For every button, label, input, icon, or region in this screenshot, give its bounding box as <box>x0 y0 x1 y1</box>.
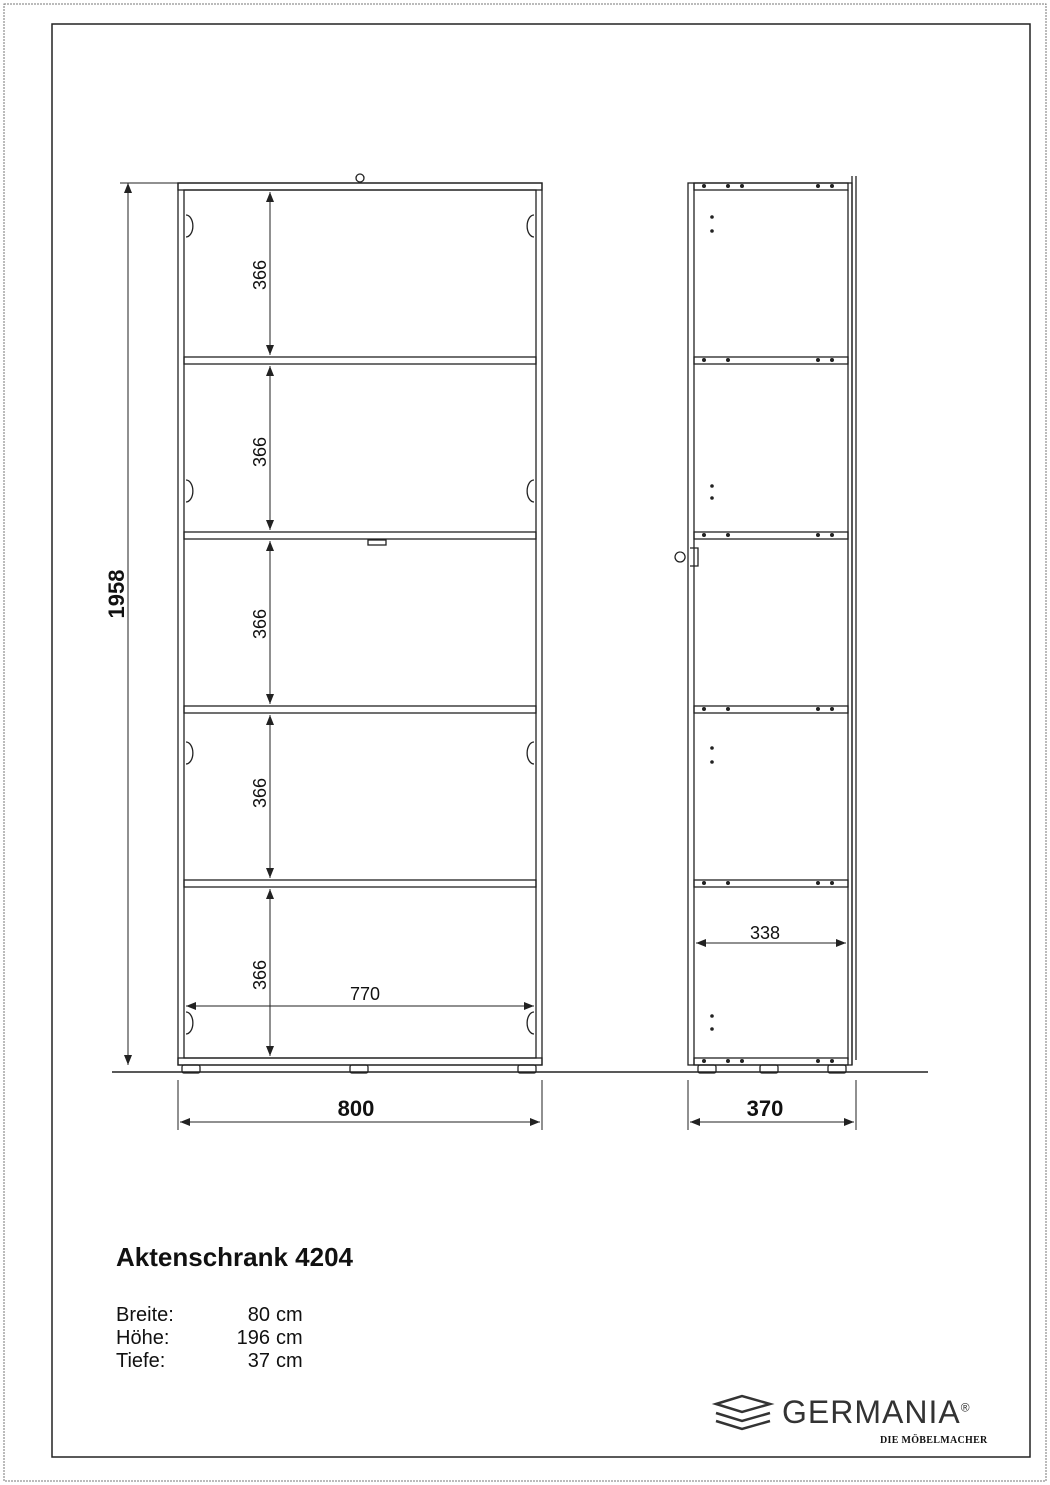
front-bottom-panel <box>178 1058 542 1065</box>
spec-value: 80 <box>247 1304 270 1326</box>
dim-shelf-height-2: 366 <box>250 436 270 468</box>
dim-total-height: 1958 <box>104 569 129 619</box>
front-shelf-1 <box>184 357 536 364</box>
dim-shelf-height-1: 366 <box>250 259 270 291</box>
hinge-icon <box>186 480 534 502</box>
dim-outer-width: 800 <box>337 1096 375 1121</box>
spec-value: 196 <box>236 1327 270 1349</box>
dim-shelf-height-5: 366 <box>250 959 270 991</box>
front-shelf-3 <box>184 706 536 713</box>
spec-unit: cm <box>276 1304 303 1326</box>
front-shelf-4 <box>184 880 536 887</box>
front-dimensions <box>120 183 542 1130</box>
dim-shelf-height-3: 366 <box>250 608 270 640</box>
side-top-panel <box>694 183 848 190</box>
brand-text: GERMANIA <box>782 1394 961 1430</box>
spec-row-width <box>116 1304 303 1327</box>
front-carcass <box>178 183 542 1065</box>
front-shelf-2 <box>184 532 536 539</box>
front-inner <box>184 190 536 1058</box>
lock-icon <box>356 174 364 182</box>
spec-row-height <box>116 1327 303 1350</box>
germania-logo-icon <box>716 1396 770 1429</box>
front-view <box>178 174 542 1073</box>
dim-depth: 370 <box>746 1096 784 1121</box>
spec-unit: cm <box>276 1350 303 1372</box>
spec-label: Höhe: <box>116 1327 170 1349</box>
dim-inner-depth: 338 <box>749 923 781 943</box>
hinge-icon <box>186 742 534 764</box>
side-bottom-panel <box>694 1058 848 1065</box>
brand-tagline: DIE MÖBELMACHER <box>880 1435 988 1446</box>
side-shelf-2 <box>694 532 848 539</box>
side-shelf-1 <box>694 357 848 364</box>
registered-mark: ® <box>960 1400 971 1415</box>
front-top-panel <box>178 183 542 190</box>
spec-unit: cm <box>276 1327 303 1349</box>
brand-name <box>782 1394 971 1431</box>
product-title: Aktenschrank 4204 <box>116 1242 354 1272</box>
latch-icon <box>368 540 386 545</box>
hinge-icon <box>186 1012 534 1034</box>
hinge-icon <box>186 215 534 237</box>
spec-label: Breite: <box>116 1304 174 1326</box>
dim-shelf-height-4: 366 <box>250 777 270 809</box>
spec-row-depth <box>116 1350 303 1373</box>
spec-value: 37 <box>247 1350 270 1372</box>
spec-label: Tiefe: <box>116 1350 166 1372</box>
side-shelf-4 <box>694 880 848 887</box>
side-shelf-3 <box>694 706 848 713</box>
dim-inner-width: 770 <box>349 984 381 1004</box>
